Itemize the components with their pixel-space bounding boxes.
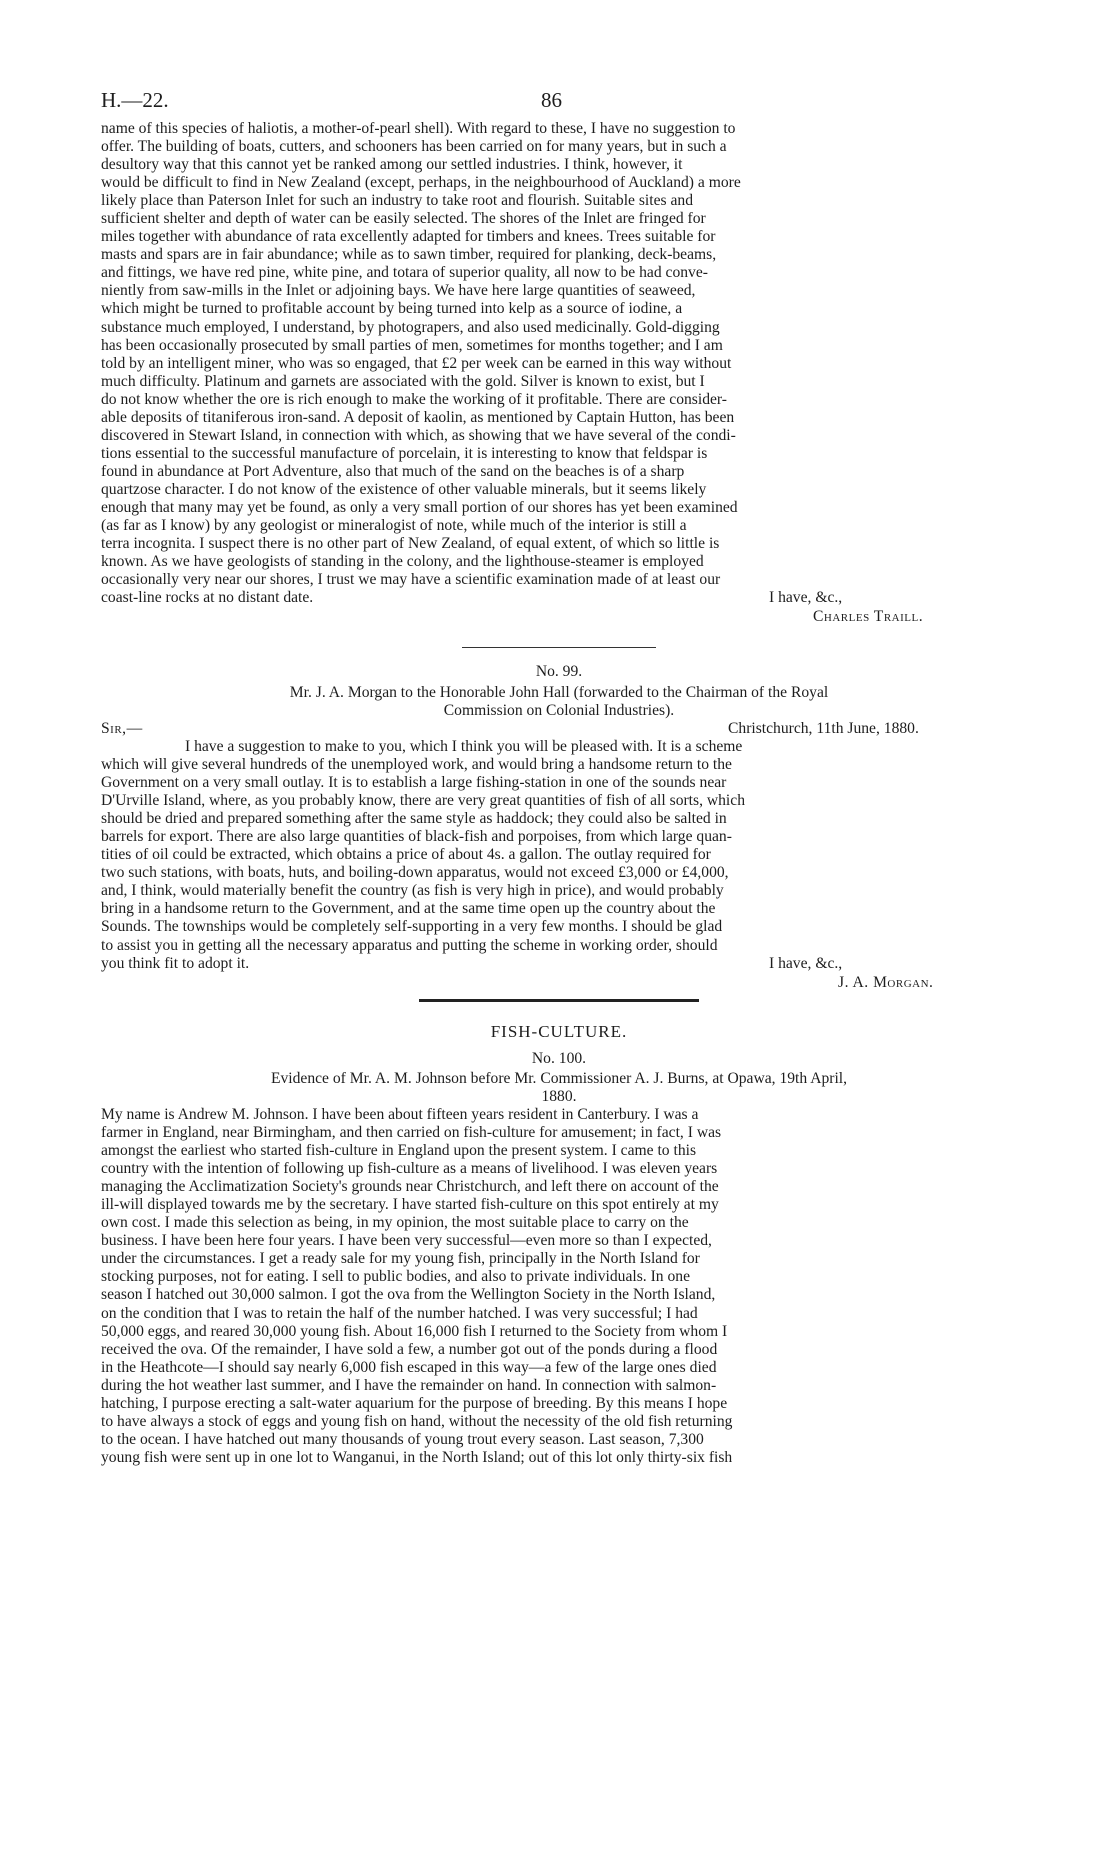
text-line: season I hatched out 30,000 salmon. I got the ova from the Wellington Society in the North Island, bbox=[101, 1286, 716, 1304]
section3-heading-line1: Evidence of Mr. A. M. Johnson before Mr. Commissioner A. J. Burns, at Opawa, 19th April, bbox=[270, 1070, 848, 1087]
text-line: quartzose character. I do not know of the existence of other valuable minerals, but it seems likely bbox=[101, 480, 707, 498]
section2-salutation: Sir,— bbox=[101, 720, 143, 737]
text-line: offer. The building of boats, cutters, and schooners has been carried on for many years, but in such a bbox=[101, 138, 727, 156]
section2-number: No. 99. bbox=[535, 663, 583, 680]
section2-body bbox=[101, 738, 1017, 955]
text-line: has been occasionally prosecuted by small parties of men, sometimes for months together; and I am bbox=[101, 336, 723, 354]
section2-last-line: you think fit to adopt it. bbox=[101, 955, 250, 972]
text-line: Sounds. The townships would be completely self-supporting in a very few months. I should be glad bbox=[101, 918, 723, 936]
section3-body bbox=[101, 1106, 1017, 1467]
text-line: masts and spars are in fair abundance; while as to sawn timber, required for planking, deck-beams, bbox=[101, 246, 717, 264]
text-line: amongst the earliest who started fish-culture in England upon the present system. I came to this bbox=[101, 1142, 697, 1160]
text-line: should be dried and prepared something after the same style as haddock; they could also be salted in bbox=[101, 810, 727, 828]
section3-title: FISH-CULTURE. bbox=[490, 1022, 628, 1041]
text-line: substance much employed, I understand, by photograpers, and also used medicinally. Gold-digging bbox=[101, 318, 720, 336]
text-line: two such stations, with boats, huts, and boiling-down apparatus, would not exceed £3,000 or £4,000, bbox=[101, 864, 729, 882]
text-line: sufficient shelter and depth of water can be easily selected. The shores of the Inlet are fringed for bbox=[101, 210, 706, 228]
text-line: told by an intelligent miner, who was so engaged, that £2 per week can be earned in this way without bbox=[101, 354, 732, 372]
text-line: farmer in England, near Birmingham, and then carried on fish-culture for amusement; in fact, I was bbox=[101, 1124, 722, 1142]
text-line: My name is Andrew M. Johnson. I have been about fifteen years resident in Canterbury. I was a bbox=[101, 1106, 699, 1123]
section3-heading-line2: 1880. bbox=[541, 1088, 577, 1105]
text-line: likely place than Paterson Inlet for such an industry to take root and flourish. Suitable sites and bbox=[101, 192, 693, 210]
text-line: which might be turned to profitable account by being turned into kelp as a source of iodine, a bbox=[101, 300, 683, 318]
text-line: stocking purposes, not for eating. I sell to public bodies, and also to private individuals. In one bbox=[101, 1268, 690, 1286]
heavy-divider bbox=[419, 999, 699, 1002]
text-line: would be difficult to find in New Zealand (except, perhaps, in the neighbourhood of Auckland) a more bbox=[101, 174, 741, 192]
text-line: ill-will displayed towards me by the secretary. I have started fish-culture on this spot entirely at my bbox=[101, 1196, 719, 1214]
page-number: 86 bbox=[541, 88, 562, 112]
text-line: D'Urville Island, where, as you probably know, there are very great quantities of fish of all sorts, which bbox=[101, 792, 745, 810]
text-line: tities of oil could be extracted, which obtains a price of about 4s. a gallon. The outlay required for bbox=[101, 846, 711, 864]
text-line: niently from saw-mills in the Inlet or adjoining bays. We have here large quantities of seaweed, bbox=[101, 282, 696, 300]
text-line: 50,000 eggs, and reared 30,000 young fish. About 16,000 fish I returned to the Society from whom I bbox=[101, 1322, 728, 1340]
text-line: miles together with abundance of rata excellently adapted for timbers and knees. Trees suitable for bbox=[101, 228, 716, 246]
text-line: received the ova. Of the remainder, I have sold a few, a number got out of the ponds during a flood bbox=[101, 1340, 718, 1358]
text-line: and fittings, we have red pine, white pine, and totara of superior quality, all now to be had conve- bbox=[101, 264, 708, 282]
text-line: known. As we have geologists of standing in the colony, and the lighthouse-steamer is employed bbox=[101, 553, 704, 571]
section2-signature: J. A. Morgan. bbox=[838, 974, 934, 991]
text-line: on the condition that I was to retain the half of the number hatched. I was very successful; I had bbox=[101, 1304, 698, 1322]
text-line: tions essential to the successful manufacture of porcelain, it is interesting to know that feldspar is bbox=[101, 444, 708, 462]
text-line: which will give several hundreds of the unemployed work, and would bring a handsome return to the bbox=[101, 756, 732, 774]
page-header bbox=[101, 88, 1017, 118]
text-line: able deposits of titaniferous iron-sand. A deposit of kaolin, as mentioned by Captain Hutton, has been bbox=[101, 408, 735, 426]
text-line: Government on a very small outlay. It is to establish a large fishing-station in one of the sounds near bbox=[101, 774, 727, 792]
divider bbox=[462, 647, 656, 648]
text-line: I have a suggestion to make to you, which I think you will be pleased with. It is a scheme bbox=[185, 738, 743, 755]
section2-closing: I have, &c., bbox=[769, 955, 843, 972]
text-line: name of this species of haliotis, a mother-of-pearl shell). With regard to these, I have no suggestion to bbox=[101, 120, 736, 137]
text-line: much difficulty. Platinum and garnets are associated with the gold. Silver is known to exist, but I bbox=[101, 372, 705, 390]
text-line: barrels for export. There are also large quantities of black-fish and porpoises, from which large quan- bbox=[101, 828, 732, 846]
section1-signature: Charles Traill. bbox=[813, 608, 924, 625]
text-line: own cost. I made this selection as being, in my opinion, the most suitable place to carry on the bbox=[101, 1214, 689, 1232]
text-line: young fish were sent up in one lot to Wanganui, in the North Island; out of this lot only thirty-six fish bbox=[101, 1448, 733, 1466]
text-line: to the ocean. I have hatched out many thousands of young trout every season. Last season, 7,300 bbox=[101, 1430, 704, 1448]
section2-heading-line2: Commission on Colonial Industries). bbox=[443, 702, 675, 719]
text-line: and, I think, would materially benefit the country (as fish is very high in price), and would probably bbox=[101, 882, 724, 900]
text-line: under the circumstances. I get a ready sale for my young fish, principally in the North Island for bbox=[101, 1250, 700, 1268]
text-line: to have always a stock of eggs and young fish on hand, without the necessity of the old fish returning bbox=[101, 1412, 733, 1430]
section2-heading-line1: Mr. J. A. Morgan to the Honorable John Hall (forwarded to the Chairman of the Royal bbox=[289, 684, 829, 701]
text-line: hatching, I purpose erecting a salt-water aquarium for the purpose of breeding. By this means I hope bbox=[101, 1394, 728, 1412]
section1-body bbox=[101, 120, 1017, 589]
text-line: found in abundance at Port Adventure, also that much of the sand on the beaches is of a sharp bbox=[101, 462, 685, 480]
text-line: discovered in Stewart Island, in connection with which, as showing that we have several of the condi- bbox=[101, 426, 736, 444]
text-line: during the hot weather last summer, and I have the remainder on hand. In connection with salmon- bbox=[101, 1376, 717, 1394]
text-line: country with the intention of following up fish-culture as a means of livelihood. I was eleven years bbox=[101, 1160, 718, 1178]
section2-place-date: Christchurch, 11th June, 1880. bbox=[728, 720, 919, 737]
document-code: H.—22. bbox=[101, 88, 169, 112]
section1-closing: I have, &c., bbox=[769, 589, 843, 606]
text-line: bring in a handsome return to the Government, and at the same time open up the country about the bbox=[101, 900, 716, 918]
text-line: enough that many may yet be found, as only a very small portion of our shores has yet been examined bbox=[101, 498, 738, 516]
section1-last-line: coast-line rocks at no distant date. bbox=[101, 589, 314, 606]
text-line: terra incognita. I suspect there is no other part of New Zealand, of equal extent, of which so little is bbox=[101, 535, 720, 553]
text-line: occasionally very near our shores, I trust we may have a scientific examination made of at least our bbox=[101, 571, 721, 589]
section3-number: No. 100. bbox=[531, 1050, 587, 1067]
text-line: (as far as I know) by any geologist or mineralogist of note, while much of the interior is still a bbox=[101, 517, 687, 535]
text-line: in the Heathcote—I should say nearly 6,000 fish escaped in this way—a few of the large ones died bbox=[101, 1358, 717, 1376]
text-line: managing the Acclimatization Society's grounds near Christchurch, and left there on account of the bbox=[101, 1178, 719, 1196]
text-line: desultory way that this cannot yet be ranked among our settled industries. I think, however, it bbox=[101, 156, 683, 174]
text-line: to assist you in getting all the necessary apparatus and putting the scheme in working order, should bbox=[101, 936, 718, 954]
text-line: business. I have been here four years. I have been very successful—even more so than I expected, bbox=[101, 1232, 712, 1250]
text-line: do not know whether the ore is rich enough to make the working of it profitable. There are consider- bbox=[101, 390, 727, 408]
